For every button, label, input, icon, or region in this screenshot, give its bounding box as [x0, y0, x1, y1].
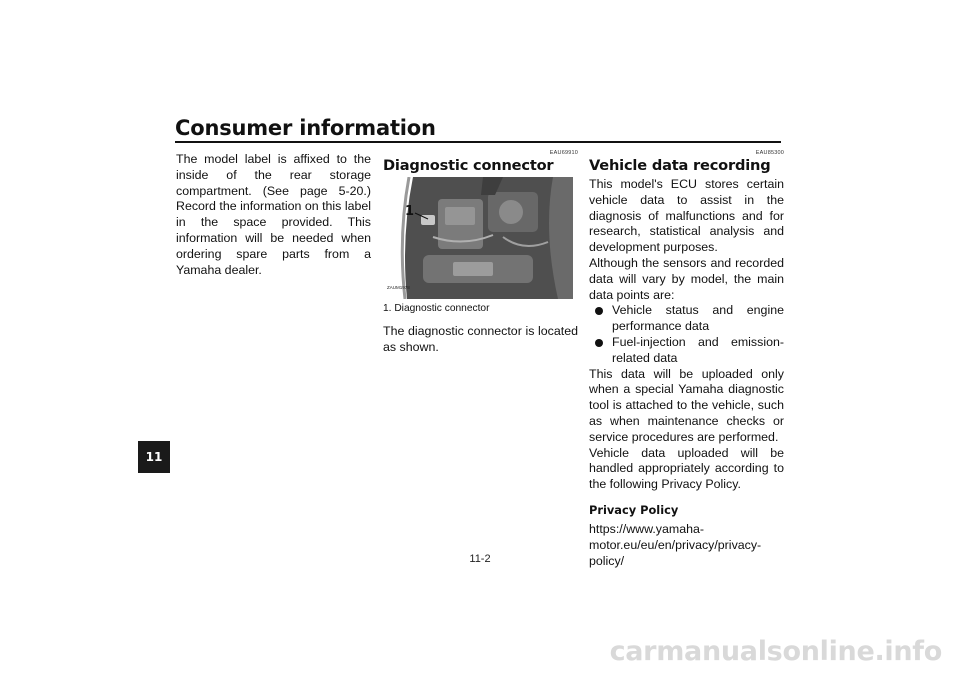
data-points-list	[589, 303, 784, 366]
page-title: Consumer information	[175, 116, 436, 140]
bullet-icon	[595, 307, 603, 315]
diagnostic-connector-body: The diagnostic connector is located as shown.	[383, 324, 578, 354]
list-item-text: Fuel-injection and emission-related data	[612, 334, 784, 365]
bullet-icon	[595, 339, 603, 347]
list-item	[589, 335, 784, 367]
header-rule	[175, 141, 781, 143]
vehicle-data-points-intro: Although the sensors and recorded data will vary by model, the main data points are:	[589, 255, 784, 302]
column-vehicle-data	[589, 148, 784, 569]
list-item	[589, 303, 784, 335]
site-watermark: carmanualsonline.info	[609, 636, 942, 667]
section-code: EAU69910	[549, 150, 578, 156]
column-model-label	[176, 152, 371, 278]
upload-paragraph: This data will be uploaded only when a special Yamaha diagnostic tool is attached to the vehicle, such as when maintenance checks or service procedures are performed.	[589, 366, 784, 444]
diagnostic-connector-heading: Diagnostic connector	[383, 157, 554, 174]
figure-caption: 1. Diagnostic connector	[383, 303, 490, 314]
vehicle-data-heading: Vehicle data recording	[589, 157, 771, 174]
figure-code: ZAUM1978	[387, 285, 410, 291]
privacy-policy-link[interactable]: https://www.yamaha-motor.eu/eu/en/privacy/privacy-policy/	[589, 521, 762, 568]
engine-compartment-illustration	[383, 177, 573, 299]
privacy-policy-heading: Privacy Policy	[589, 502, 679, 517]
diagnostic-connector-photo	[383, 177, 573, 299]
figure-callout-number: 1	[405, 204, 415, 219]
section-code: EAU85300	[755, 150, 784, 156]
chapter-tab: 11	[138, 441, 170, 473]
handling-paragraph: Vehicle data uploaded will be handled appropriately according to the following Privacy Policy.	[589, 445, 784, 492]
vehicle-data-intro: This model's ECU stores certain vehicle data to assist in the diagnosis of malfunctions and for research, statistical analysis and development purposes.	[589, 177, 784, 255]
column-diagnostic-connector	[383, 148, 578, 356]
model-label-paragraph: The model label is affixed to the inside of the rear storage compartment. (See page 5-20.) Record the information on this label in the space provided. This information will be needed when ordering spare parts from a Yamaha dealer.	[176, 152, 371, 277]
list-item-text: Vehicle status and engine performance data	[612, 303, 784, 334]
page-number: 11-2	[469, 553, 491, 565]
